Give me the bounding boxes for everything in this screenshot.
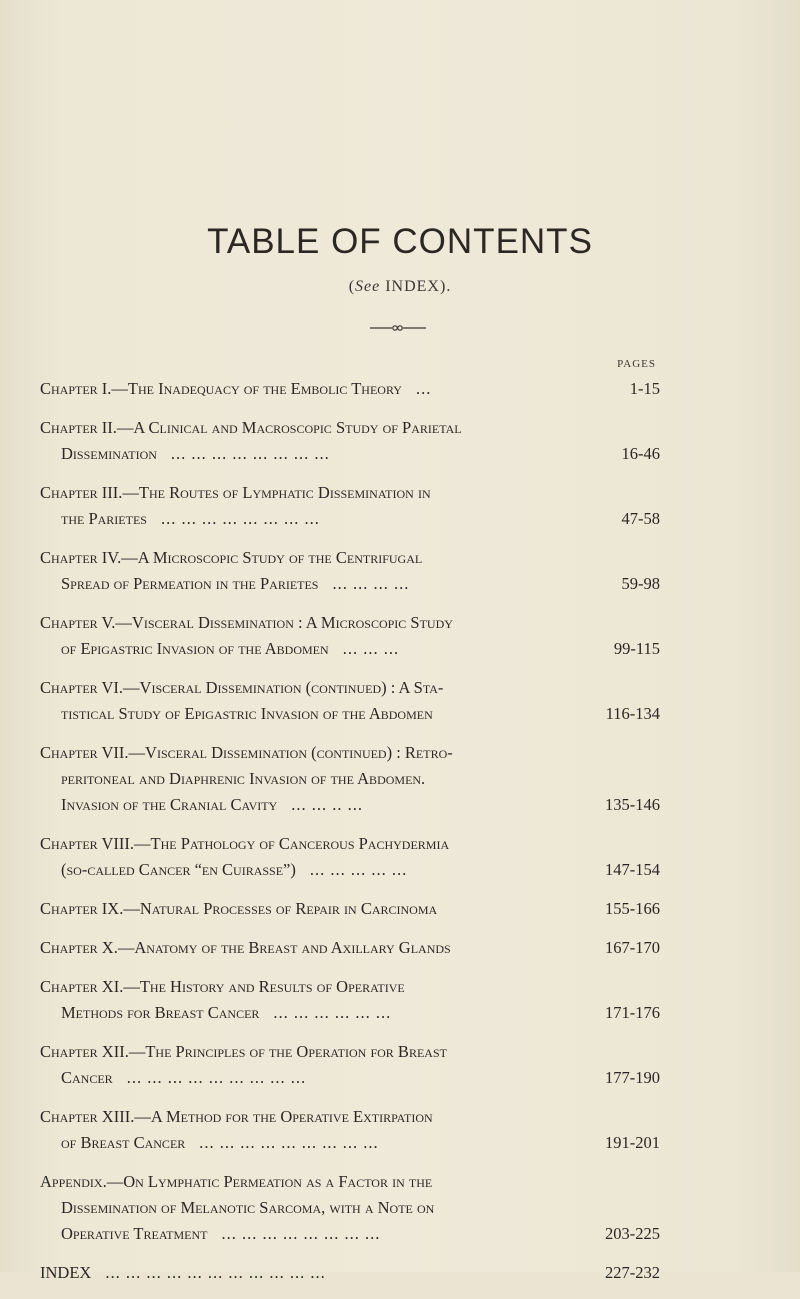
toc-entry-text: (so-called Cancer “en Cuirasse”) bbox=[61, 860, 296, 879]
toc-entry-text: tistical Study of Epigastric Invasion of the Abdomen bbox=[61, 704, 433, 723]
toc-entry-line: Chapter VII.—Visceral Dissemination (continued) : Retro- bbox=[40, 743, 453, 762]
toc-entry-line bbox=[40, 792, 660, 818]
toc-page-range: 135-146 bbox=[605, 795, 660, 814]
toc-entry bbox=[40, 740, 660, 818]
toc-entry-line bbox=[40, 857, 660, 883]
toc-entry-text: Methods for Breast Cancer bbox=[61, 1003, 260, 1022]
toc-page-range: 203-225 bbox=[605, 1224, 660, 1243]
toc-entry-line: Appendix.—On Lymphatic Permeation as a Factor in the bbox=[40, 1172, 433, 1191]
toc-entry-line bbox=[40, 935, 660, 961]
toc-entry-text: of Breast Cancer bbox=[61, 1133, 186, 1152]
ornament-divider bbox=[368, 323, 428, 333]
toc-leader-dots: ... ... ... ... ... bbox=[309, 860, 408, 879]
toc-entry-text: Chapter X.—Anatomy of the Breast and Axillary Glands bbox=[40, 938, 451, 957]
toc-entry-text: Spread of Permeation in the Parietes bbox=[61, 574, 319, 593]
toc-entry-line: Chapter XII.—The Principles of the Operation for Breast bbox=[40, 1042, 447, 1061]
toc-leader-dots: ... ... ... ... bbox=[332, 574, 410, 593]
toc-page-range: 99-115 bbox=[613, 639, 660, 658]
toc-page-range: 47-58 bbox=[621, 509, 660, 528]
toc-leader-dots: ... ... ... ... ... ... bbox=[273, 1003, 392, 1022]
toc-leader-dots: ... ... ... ... ... ... ... ... bbox=[221, 1224, 381, 1243]
toc-page-range: 227-232 bbox=[605, 1263, 660, 1282]
toc-entry bbox=[40, 935, 660, 961]
toc-entry bbox=[40, 831, 660, 883]
toc-entry-line bbox=[40, 1000, 660, 1026]
toc-entry-line: Chapter III.—The Routes of Lymphatic Dissemination in bbox=[40, 483, 431, 502]
toc-leader-dots: ... ... ... ... ... ... ... ... ... ... ... bbox=[105, 1263, 326, 1282]
toc-entry-line bbox=[40, 636, 660, 662]
toc-entry-text: Invasion of the Cranial Cavity bbox=[61, 795, 278, 814]
toc-entry-line: Dissemination of Melanotic Sarcoma, with a Note on bbox=[61, 1198, 435, 1217]
subtitle-rest: INDEX). bbox=[380, 278, 452, 295]
toc-entry bbox=[40, 896, 660, 922]
toc-entry bbox=[40, 480, 660, 532]
toc-entry-line: Chapter XIII.—A Method for the Operative Extirpation bbox=[40, 1107, 433, 1126]
toc-entry-line: peritoneal and Diaphrenic Invasion of the Abdomen. bbox=[61, 769, 426, 788]
toc-entry-text: Chapter IX.—Natural Processes of Repair in Carcinoma bbox=[40, 899, 438, 918]
toc-entry-text: the Parietes bbox=[61, 509, 147, 528]
toc-entry bbox=[40, 675, 660, 727]
toc-entry-text: Chapter I.—The Inadequacy of the Embolic Theory bbox=[40, 379, 402, 398]
toc-leader-dots: ... ... ... bbox=[342, 639, 400, 658]
toc-entry bbox=[40, 974, 660, 1026]
toc-entry bbox=[40, 1260, 660, 1286]
toc-entry-text: Dissemination bbox=[61, 444, 157, 463]
toc-entry bbox=[40, 545, 660, 597]
toc-entry-text: Operative Treatment bbox=[61, 1224, 208, 1243]
toc-page-range: 147-154 bbox=[605, 860, 660, 879]
toc-page-range: 116-134 bbox=[605, 704, 660, 723]
page-title: TABLE OF CONTENTS bbox=[207, 222, 593, 261]
pages-column-header: PAGES bbox=[617, 358, 656, 370]
toc-leader-dots: ... bbox=[415, 379, 432, 398]
toc-entry bbox=[40, 1039, 660, 1091]
toc-entry-line bbox=[40, 571, 660, 597]
toc-entry-line: Chapter VIII.—The Pathology of Cancerous Pachydermia bbox=[40, 834, 450, 853]
toc-entry bbox=[40, 376, 660, 402]
toc-entry bbox=[40, 415, 660, 467]
toc-entry-line: Chapter II.—A Clinical and Macroscopic Study of Parietal bbox=[40, 418, 462, 437]
toc-entry-line: Chapter XI.—The History and Results of Operative bbox=[40, 977, 405, 996]
toc-page-range: 191-201 bbox=[605, 1133, 660, 1152]
toc-leader-dots: ... ... .. ... bbox=[291, 795, 363, 814]
toc-entry-line bbox=[40, 1130, 660, 1156]
subtitle-see: See bbox=[355, 278, 381, 295]
toc-leader-dots: ... ... ... ... ... ... ... ... bbox=[170, 444, 330, 463]
toc-entry-text: Cancer bbox=[61, 1068, 113, 1087]
toc-entry-line bbox=[40, 376, 660, 402]
toc-entry-line bbox=[40, 1221, 660, 1247]
toc-leader-dots: ... ... ... ... ... ... ... ... ... bbox=[126, 1068, 307, 1087]
toc-page-range: 1-15 bbox=[629, 379, 660, 398]
toc-entry-line bbox=[40, 441, 660, 467]
toc-page-range: 155-166 bbox=[605, 899, 660, 918]
toc-page-range: 171-176 bbox=[605, 1003, 660, 1022]
toc-entry-line bbox=[40, 896, 660, 922]
toc-leader-dots: ... ... ... ... ... ... ... ... bbox=[160, 509, 320, 528]
page-subtitle bbox=[0, 278, 800, 296]
toc-entry bbox=[40, 1104, 660, 1156]
toc-page-range: 16-46 bbox=[621, 444, 660, 463]
toc-list bbox=[40, 376, 660, 1299]
toc-entry-line: Chapter VI.—Visceral Dissemination (continued) : A Sta- bbox=[40, 678, 444, 697]
toc-page-range: 177-190 bbox=[605, 1068, 660, 1087]
toc-entry-line bbox=[40, 506, 660, 532]
toc-entry-line: Chapter IV.—A Microscopic Study of the Centrifugal bbox=[40, 548, 423, 567]
toc-entry bbox=[40, 1169, 660, 1247]
subtitle-prefix: ( bbox=[348, 278, 356, 295]
toc-entry-text: of Epigastric Invasion of the Abdomen bbox=[61, 639, 329, 658]
toc-entry-line: Chapter V.—Visceral Dissemination : A Microscopic Study bbox=[40, 613, 453, 632]
toc-entry bbox=[40, 610, 660, 662]
toc-entry-text: INDEX bbox=[40, 1263, 92, 1282]
toc-entry-line bbox=[40, 1260, 660, 1286]
toc-page-range: 167-170 bbox=[605, 938, 660, 957]
toc-entry-line bbox=[40, 1065, 660, 1091]
toc-page-range: 59-98 bbox=[621, 574, 660, 593]
toc-leader-dots: ... ... ... ... ... ... ... ... ... bbox=[199, 1133, 379, 1152]
toc-entry-line bbox=[40, 701, 660, 727]
